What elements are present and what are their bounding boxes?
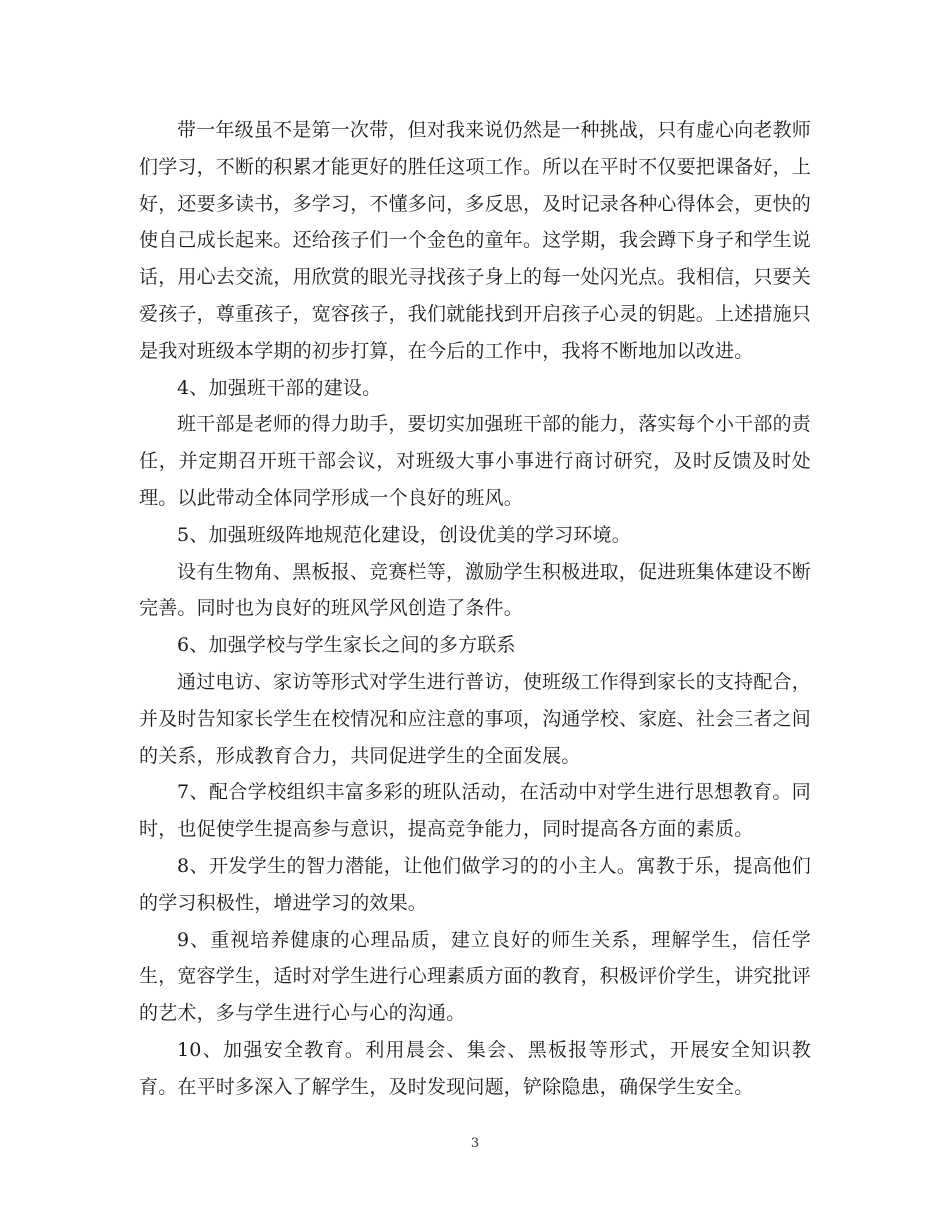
paragraph-item-10: 10、加强安全教育。利用晨会、集会、黑板报等形式，开展安全知识教育。在平时多深入了解学生，及时发现问题，铲除隐患，确保学生安全。 <box>139 1038 811 1098</box>
page-number: 3 <box>470 1136 480 1151</box>
paragraph-item-7: 7、配合学校组织丰富多彩的班队活动，在活动中对学生进行思想教育。同时，也促使学生提高参与意识，提高竞争能力，同时提高各方面的素质。 <box>139 781 811 841</box>
heading-item-4: 4、加强班干部的建设。 <box>177 376 382 399</box>
paragraph-item-8: 8、开发学生的智力潜能，让他们做学习的的小主人。寓教于乐，提高他们的学习积极性，增进学习的效果。 <box>139 854 811 914</box>
paragraph-intro: 带一年级虽不是第一次带，但对我来说仍然是一种挑战，只有虚心向老教师们学习，不断的积累才能更好的胜任这项工作。所以在平时不仅要把课备好，上好，还要多读书，多学习，不懂多问，多反思，及时记录各种心得体会，更快的使自己成长起来。还给孩子们一个金色的童年。这学期，我会蹲下身子和学生说话，用心去交流，用欣赏的眼光寻找孩子身上的每一处闪光点。我相信，只要关爱孩子，尊重孩子，宽容孩子，我们就能找到开启孩子心灵的钥匙。上述措施只是我对班级本学期的初步打算，在今后的工作中，我将不断地加以改进。 <box>139 119 812 362</box>
document-body <box>139 112 811 1106</box>
heading-item-5: 5、加强班级阵地规范化建设，创设优美的学习环境。 <box>177 523 631 546</box>
paragraph-item-4: 班干部是老师的得力助手，要切实加强班干部的能力，落实每个小干部的责任，并定期召开班干部会议，对班级大事小事进行商讨研究，及时反馈及时处理。以此带动全体同学形成一个良好的班风。 <box>139 413 811 509</box>
paragraph-item-6: 通过电访、家访等形式对学生进行普访，使班级工作得到家长的支持配合，并及时告知家长学生在校情况和应注意的事项，沟通学校、家庭、社会三者之间的关系，形成教育合力，共同促进学生的全面发展。 <box>139 670 812 767</box>
heading-item-6: 6、加强学校与学生家长之间的多方联系 <box>177 634 516 657</box>
paragraph-item-5: 设有生物角、黑板报、竞赛栏等，激励学生积极进取，促进班集体建设不断完善。同时也为良好的班风学风创造了条件。 <box>139 560 811 620</box>
paragraph-item-9: 9、重视培养健康的心理品质，建立良好的师生关系，理解学生，信任学生，宽容学生，适时对学生进行心理素质方面的教育，积极评价学生，讲究批评的艺术，多与学生进行心与心的沟通。 <box>139 928 812 1025</box>
